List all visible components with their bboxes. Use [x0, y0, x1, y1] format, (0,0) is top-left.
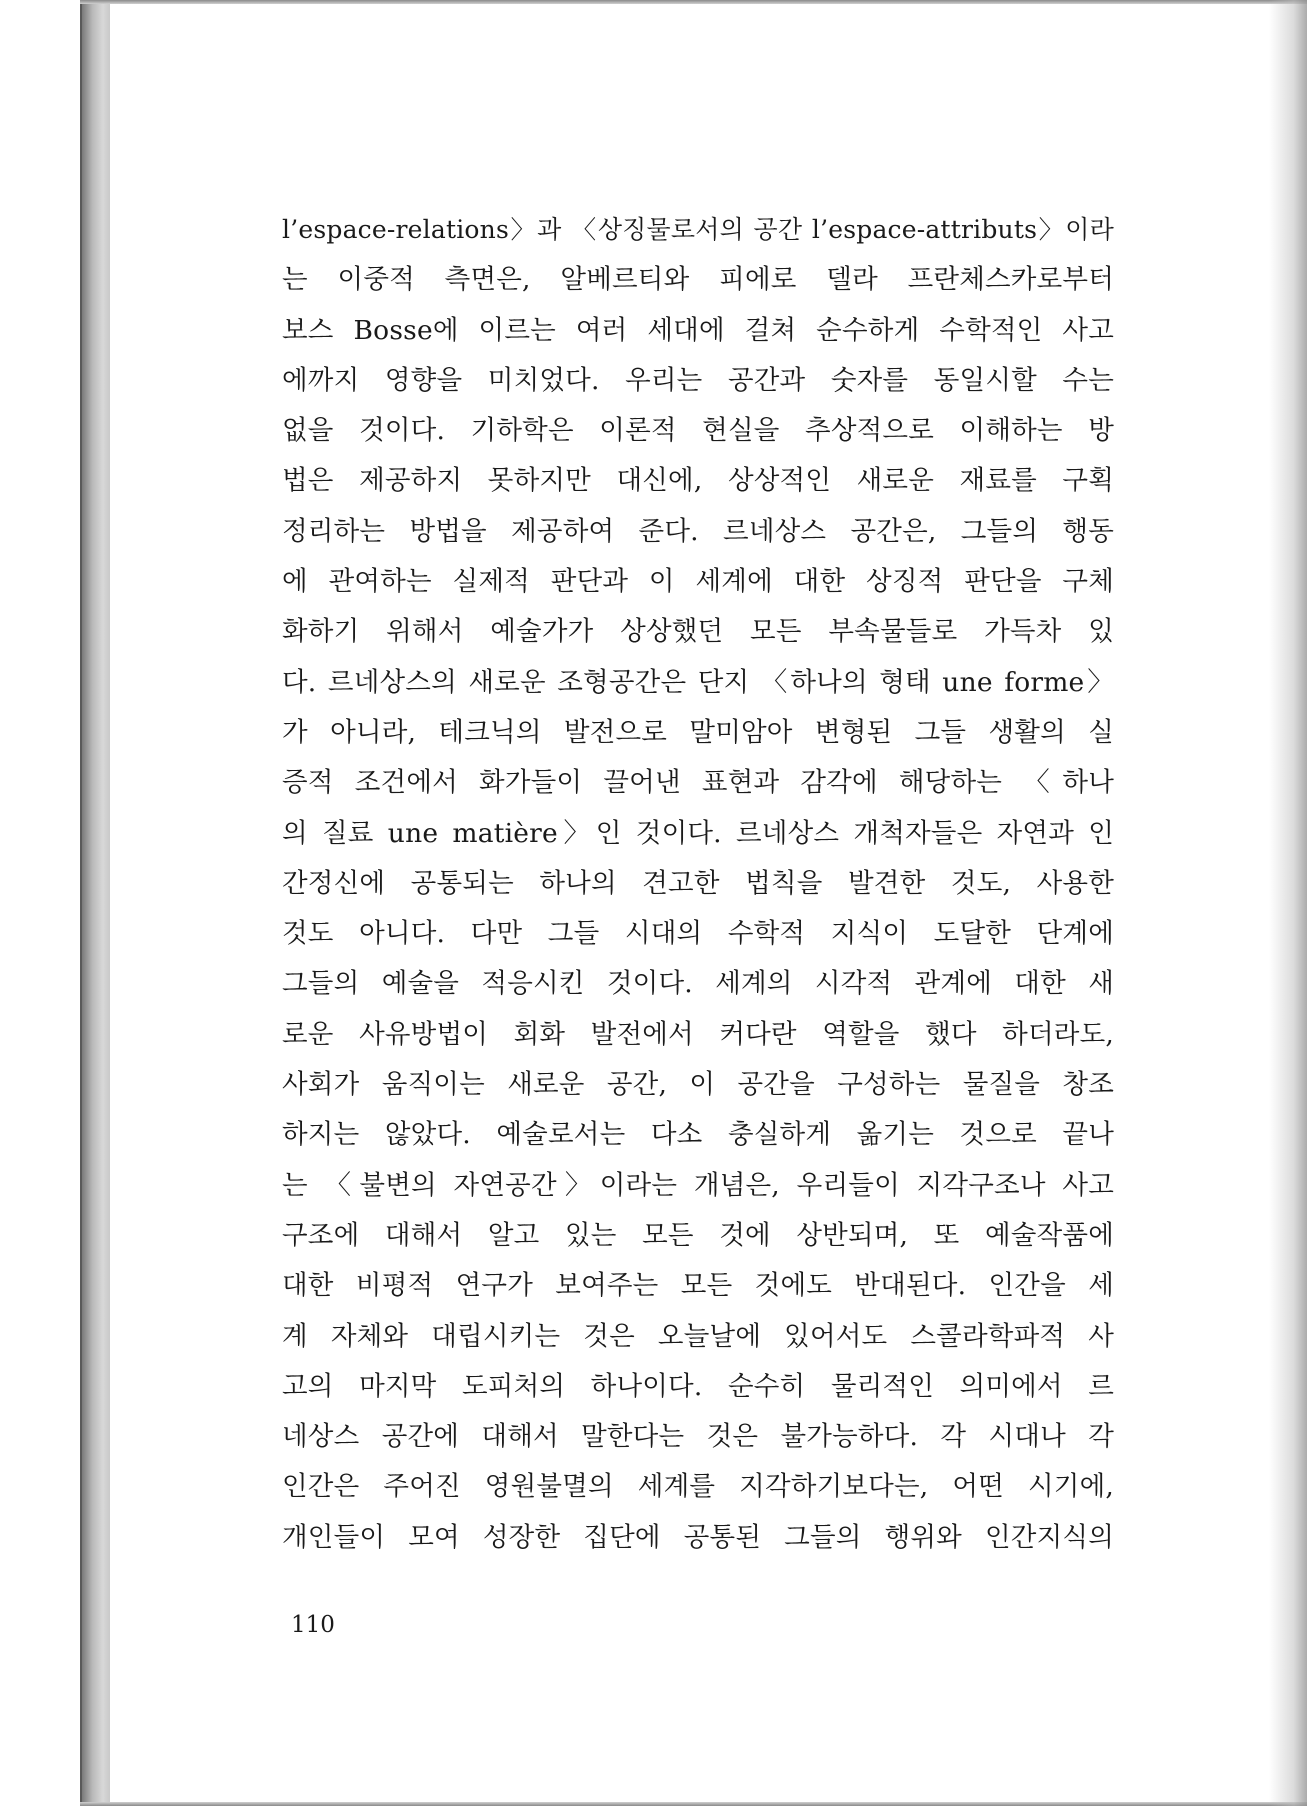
text-line: 는 〈불변의 자연공간〉이라는 개념은, 우리들이 지각구조나 사고 [282, 1169, 1114, 1201]
book-spine-edge [80, 0, 112, 1806]
text-line: 에 관여하는 실제적 판단과 이 세계에 대한 상징적 판단을 구체 [282, 566, 1114, 598]
text-line: 다. 르네상스의 새로운 조형공간은 단지 〈하나의 형태 une forme〉 [282, 666, 1114, 698]
text-line: 는 이중적 측면은, 알베르티와 피에로 델라 프란체스카로부터 [282, 264, 1114, 296]
text-line: 가 아니라, 테크닉의 발전으로 말미암아 변형된 그들 생활의 실 [282, 716, 1114, 748]
body-text [282, 205, 1114, 1563]
text-line: 증적 조건에서 화가들이 끌어낸 표현과 감각에 해당하는 〈하나 [282, 767, 1114, 799]
text-line: 네상스 공간에 대해서 말한다는 것은 불가능하다. 각 시대나 각 [282, 1421, 1114, 1453]
text-line: 에까지 영향을 미치었다. 우리는 공간과 숫자를 동일시할 수는 [282, 364, 1114, 396]
page-right-shadow [1269, 0, 1307, 1806]
text-line: 인간은 주어진 영원불멸의 세계를 지각하기보다는, 어떤 시기에, [282, 1471, 1114, 1503]
text-line: 개인들이 모여 성장한 집단에 공통된 그들의 행위와 인간지식의 [282, 1521, 1114, 1553]
page-number: 110 [291, 1612, 335, 1638]
text-line: 로운 사유방법이 회화 발전에서 커다란 역할을 했다 하더라도, [282, 1018, 1114, 1050]
text-line: 대한 비평적 연구가 보여주는 모든 것에도 반대된다. 인간을 세 [282, 1270, 1114, 1302]
text-line: 법은 제공하지 못하지만 대신에, 상상적인 새로운 재료를 구획 [282, 465, 1114, 497]
text-line: 없을 것이다. 기하학은 이론적 현실을 추상적으로 이해하는 방 [282, 415, 1114, 447]
text-line: 고의 마지막 도피처의 하나이다. 순수히 물리적인 의미에서 르 [282, 1370, 1114, 1402]
text-line: 의 질료 une matière〉인 것이다. 르네상스 개척자들은 자연과 인 [282, 817, 1114, 849]
text-line: 화하기 위해서 예술가가 상상했던 모든 부속물들로 가득차 있 [282, 616, 1114, 648]
text-line: 것도 아니다. 다만 그들 시대의 수학적 지식이 도달한 단계에 [282, 918, 1114, 950]
text-line: 그들의 예술을 적응시킨 것이다. 세계의 시각적 관계에 대한 새 [282, 968, 1114, 1000]
text-line: 간정신에 공통되는 하나의 견고한 법칙을 발견한 것도, 사용한 [282, 867, 1114, 899]
text-line: 계 자체와 대립시키는 것은 오늘날에 있어서도 스콜라학파적 사 [282, 1320, 1114, 1352]
text-line: 정리하는 방법을 제공하여 준다. 르네상스 공간은, 그들의 행동 [282, 515, 1114, 547]
text-line: 사회가 움직이는 새로운 공간, 이 공간을 구성하는 물질을 창조 [282, 1069, 1114, 1101]
book-bottom-edge [80, 1802, 1307, 1806]
text-line: 하지는 않았다. 예술로서는 다소 충실하게 옮기는 것으로 끝나 [282, 1119, 1114, 1151]
text-line: 구조에 대해서 알고 있는 모든 것에 상반되며, 또 예술작품에 [282, 1219, 1114, 1251]
text-line: 보스 Bosse에 이르는 여러 세대에 걸쳐 순수하게 수학적인 사고 [282, 314, 1114, 346]
text-line: l’espace-relations〉과 〈상징물로서의 공간 l’espace-attributs〉이라 [282, 215, 1114, 244]
